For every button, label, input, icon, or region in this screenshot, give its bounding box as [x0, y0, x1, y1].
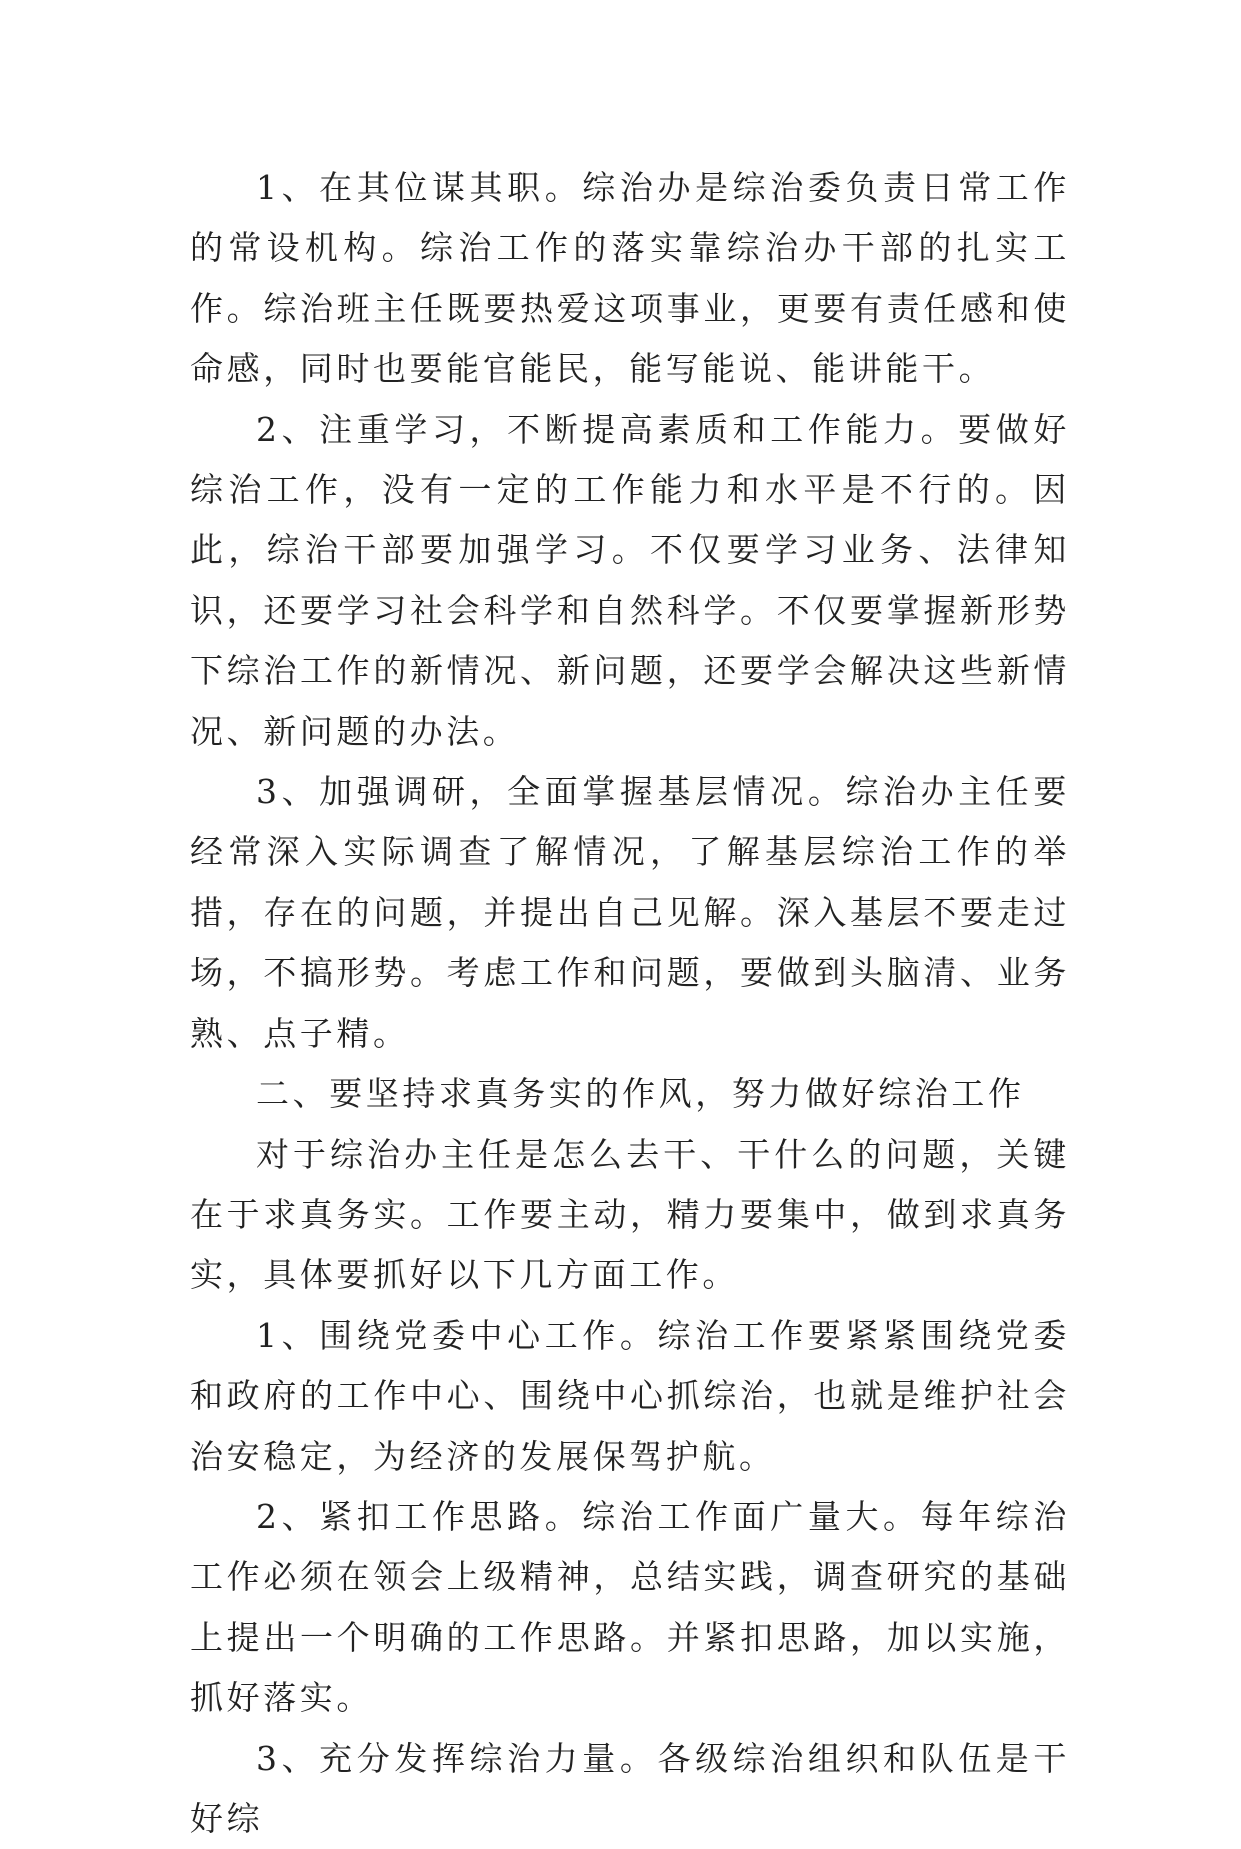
paragraph-7: 3、充分发挥综治力量。各级综治组织和队伍是干好综 [190, 1738, 1070, 1838]
paragraph-2: 2、注重学习，不断提高素质和工作能力。要做好综治工作，没有一定的工作能力和水平是不行的。因此，综治干部要加强学习。不仅要学习业务、法律知识，还要学习社会科学和自然科学。不仅要掌握新形势下综治工作的新情况、新问题，还要学会解决这些新情况、新问题的办法。 [190, 409, 1070, 751]
section-heading: 二、要坚持求真务实的作风，努力做好综治工作 [256, 1074, 1025, 1114]
paragraph-4: 对于综治办主任是怎么去干、干什么的问题，关键在于求真务实。工作要主动，精力要集中，做到求真务实，具体要抓好以下几方面工作。 [190, 1134, 1070, 1295]
paragraph-6: 2、紧扣工作思路。综治工作面广量大。每年综治工作必须在领会上级精神，总结实践，调查研究的基础上提出一个明确的工作思路。并紧扣思路，加以实施，抓好落实。 [190, 1496, 1070, 1718]
paragraph-5: 1、围绕党委中心工作。综治工作要紧紧围绕党委和政府的工作中心、围绕中心抓综治，也就是维护社会治安稳定，为经济的发展保驾护航。 [190, 1315, 1070, 1476]
paragraph-1: 1、在其位谋其职。综治办是综治委负责日常工作的常设机构。综治工作的落实靠综治办干部的扎实工作。综治班主任既要热爱这项事业，更要有责任感和使命感，同时也要能官能民，能写能说、能讲能干。 [190, 168, 1070, 389]
document-body [190, 158, 1070, 1849]
paragraph-3: 3、加强调研，全面掌握基层情况。综治办主任要经常深入实际调查了解情况，了解基层综治工作的举措，存在的问题，并提出自己见解。深入基层不要走过场，不搞形势。考虑工作和问题，要做到头脑清、业务熟、点子精。 [190, 772, 1070, 1053]
